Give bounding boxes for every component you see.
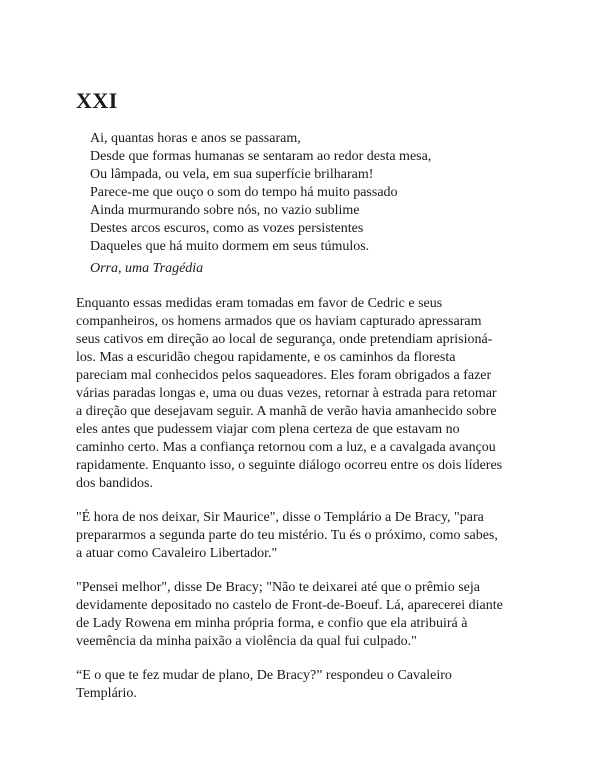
text-line: "Pensei melhor", disse De Bracy; "Não te deixarei até que o prêmio seja	[76, 580, 480, 595]
text-line: "É hora de nos deixar, Sir Maurice", disse o Templário a De Bracy, "para	[76, 510, 484, 525]
text-line: caminho certo. Mas a confiança retornou com a luz, e a cavalgada avançou	[76, 440, 496, 455]
poem-line: Desde que formas humanas se sentaram ao redor desta mesa,	[90, 149, 432, 164]
poem-line: Destes arcos escuros, como as vozes persistentes	[90, 221, 364, 236]
text-line: dos bandidos.	[76, 476, 153, 491]
body-paragraph	[76, 667, 548, 703]
text-line: várias paradas longas e, uma ou duas vezes, retornar à estrada para retomar	[76, 386, 497, 401]
text-line: a atuar como Cavaleiro Libertador."	[76, 546, 278, 561]
text-line: seus cativos em direção ao local de segurança, onde pretendiam aprisioná-	[76, 332, 493, 347]
poem-line: Ainda murmurando sobre nós, no vazio sublime	[90, 203, 360, 218]
chapter-body	[76, 295, 548, 719]
text-line: devidamente depositado no castelo de Front-de-Boeuf. Lá, aparecerei diante	[76, 598, 503, 613]
poem-line: Ou lâmpada, ou vela, em sua superfície brilharam!	[90, 167, 374, 182]
chapter-title: XXI	[76, 88, 118, 113]
text-line: los. Mas a escuridão chegou rapidamente, e os caminhos da floresta	[76, 350, 456, 365]
text-line: pareciam mal conhecidos pelos saqueadores. Eles foram obrigados a fazer	[76, 368, 492, 383]
text-line: Enquanto essas medidas eram tomadas em favor de Cedric e seus	[76, 296, 443, 311]
text-line: rapidamente. Enquanto isso, o seguinte diálogo ocorreu entre os dois líderes	[76, 458, 503, 473]
text-line: veemência da minha paixão a violência da qual fui culpado."	[76, 634, 417, 649]
epigraph-poem	[90, 130, 431, 256]
epigraph-attribution: Orra, uma Tragédia	[90, 261, 204, 276]
poem-line: Ai, quantas horas e anos se passaram,	[90, 131, 301, 146]
text-line: Templário.	[76, 686, 137, 701]
poem-line: Daqueles que há muito dormem em seus túmulos.	[90, 239, 370, 254]
text-line: de Lady Rowena em minha própria forma, e confio que ela atribuirá à	[76, 616, 468, 631]
text-line: a direção que desejavam seguir. A manhã de verão havia amanhecido sobre	[76, 404, 497, 419]
poem-line: Parece-me que ouço o som do tempo há muito passado	[90, 185, 398, 200]
body-paragraph	[76, 295, 548, 493]
body-paragraph	[76, 509, 548, 563]
text-line: “E o que te fez mudar de plano, De Bracy?” respondeu o Cavaleiro	[76, 668, 452, 683]
text-line: prepararmos a segunda parte do teu mistério. Tu és o próximo, como sabes,	[76, 528, 498, 543]
text-line: eles antes que pudessem viajar com plena certeza de que estavam no	[76, 422, 460, 437]
body-paragraph	[76, 579, 548, 651]
text-line: companheiros, os homens armados que os haviam capturado apressaram	[76, 314, 482, 329]
